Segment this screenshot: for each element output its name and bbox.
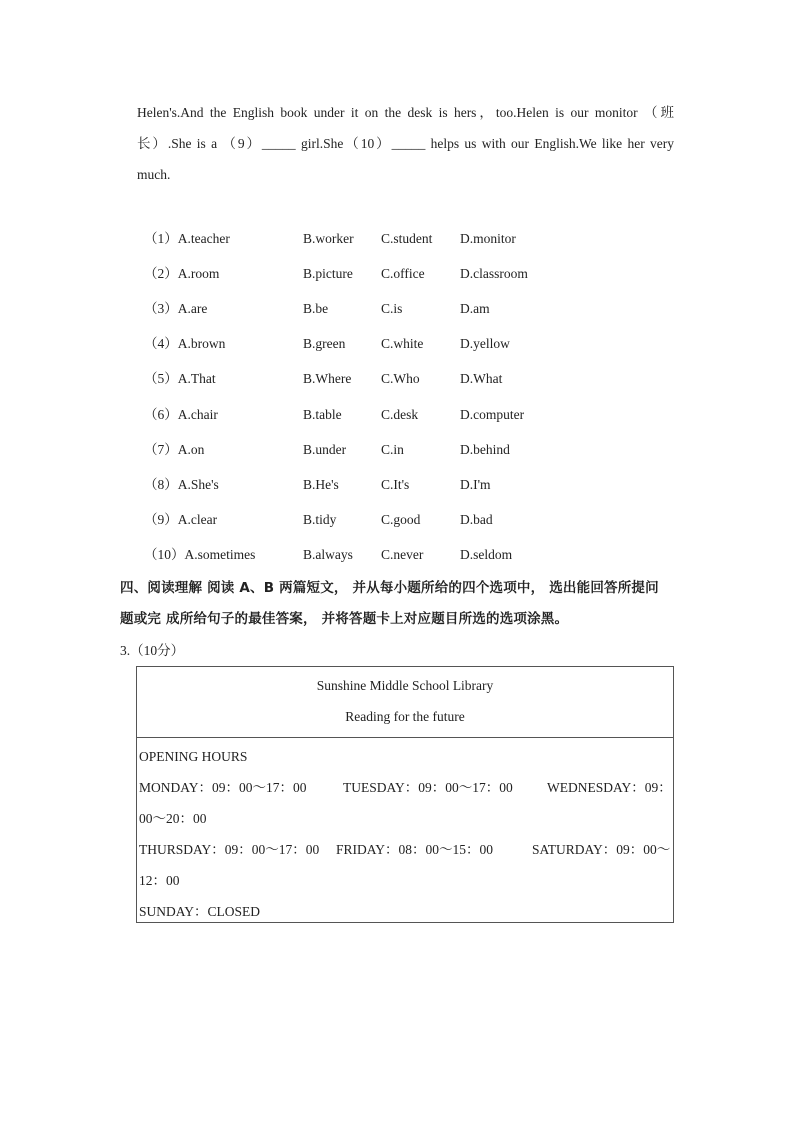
option-d: D.classroom [460, 266, 528, 281]
library-notice [136, 666, 674, 923]
option-d: D.computer [460, 407, 525, 422]
section-heading-line: 题或完 成所给句子的最佳答案， 并将答题卡上对应题目所选的选项涂黑。 [120, 611, 569, 627]
tuesday-hours: TUESDAY：09：00～17：00 [343, 780, 513, 795]
option-a: （2）A.room [144, 266, 220, 281]
option-a: （10）A.sometimes [144, 547, 256, 562]
question-number: 3.（10分） [120, 643, 185, 658]
option-a: （8）A.She's [144, 477, 219, 492]
passage-line: 长）.She is a （9）_____ girl.She（10）_____ helps us with our English.We like her very [137, 136, 674, 151]
option-c: C.office [381, 266, 425, 281]
saturday-hours-cont: 12：00 [139, 873, 180, 888]
option-b: B.be [303, 301, 329, 316]
saturday-hours: SATURDAY：09：00～ [532, 842, 671, 857]
library-slogan: Reading for the future [345, 709, 465, 724]
option-d: D.monitor [460, 231, 516, 246]
option-a: （9）A.clear [144, 512, 218, 527]
option-b: B.picture [303, 266, 353, 281]
library-name: Sunshine Middle School Library [316, 678, 494, 693]
option-d: D.bad [460, 512, 493, 527]
option-a: （6）A.chair [144, 407, 218, 422]
monday-hours: MONDAY：09：00～17：00 [139, 780, 307, 795]
option-c: C.Who [381, 371, 420, 386]
option-b: B.tidy [303, 512, 337, 527]
option-b: B.table [303, 407, 342, 422]
option-c: C.never [381, 547, 424, 562]
option-a: （4）A.brown [144, 336, 226, 351]
option-d: D.am [460, 301, 490, 316]
passage-line: much. [137, 167, 171, 182]
wednesday-hours: WEDNESDAY：09： [547, 780, 672, 795]
library-header [137, 670, 673, 738]
option-a: （5）A.That [144, 371, 216, 386]
passage-continuation [137, 97, 674, 190]
option-d: D.seldom [460, 547, 513, 562]
option-a: （1）A.teacher [144, 231, 230, 246]
option-b: B.always [303, 547, 353, 562]
option-b: B.under [303, 442, 347, 457]
option-b: B.Where [303, 371, 352, 386]
section-heading [120, 573, 675, 635]
option-a: （7）A.on [144, 442, 205, 457]
passage-line: Helen's.And the English book under it on the desk is hers，too.Helen is our monitor （班 [137, 105, 674, 120]
option-a: （3）A.are [144, 301, 208, 316]
option-d: D.What [460, 371, 503, 386]
thursday-hours: THURSDAY：09：00～17：00 [139, 842, 320, 857]
option-d: D.behind [460, 442, 510, 457]
sunday-hours: SUNDAY：CLOSED [139, 904, 261, 919]
library-hours [137, 738, 673, 927]
option-b: B.He's [303, 477, 339, 492]
option-c: C.desk [381, 407, 419, 422]
option-b: B.worker [303, 231, 354, 246]
opening-hours-label: OPENING HOURS [139, 749, 248, 764]
option-d: D.I'm [460, 477, 491, 492]
option-d: D.yellow [460, 336, 510, 351]
section-heading-line: 四、阅读理解 阅读 A、B 两篇短文， 并从每小题所给的四个选项中， 选出能回答所提问 [120, 580, 659, 596]
wednesday-hours-cont: 00～20：00 [139, 811, 207, 826]
option-b: B.green [303, 336, 346, 351]
friday-hours: FRIDAY：08：00～15：00 [336, 842, 494, 857]
option-c: C.is [381, 301, 403, 316]
option-c: C.It's [381, 477, 410, 492]
option-c: C.white [381, 336, 424, 351]
option-c: C.student [381, 231, 433, 246]
option-c: C.in [381, 442, 404, 457]
option-c: C.good [381, 512, 421, 527]
